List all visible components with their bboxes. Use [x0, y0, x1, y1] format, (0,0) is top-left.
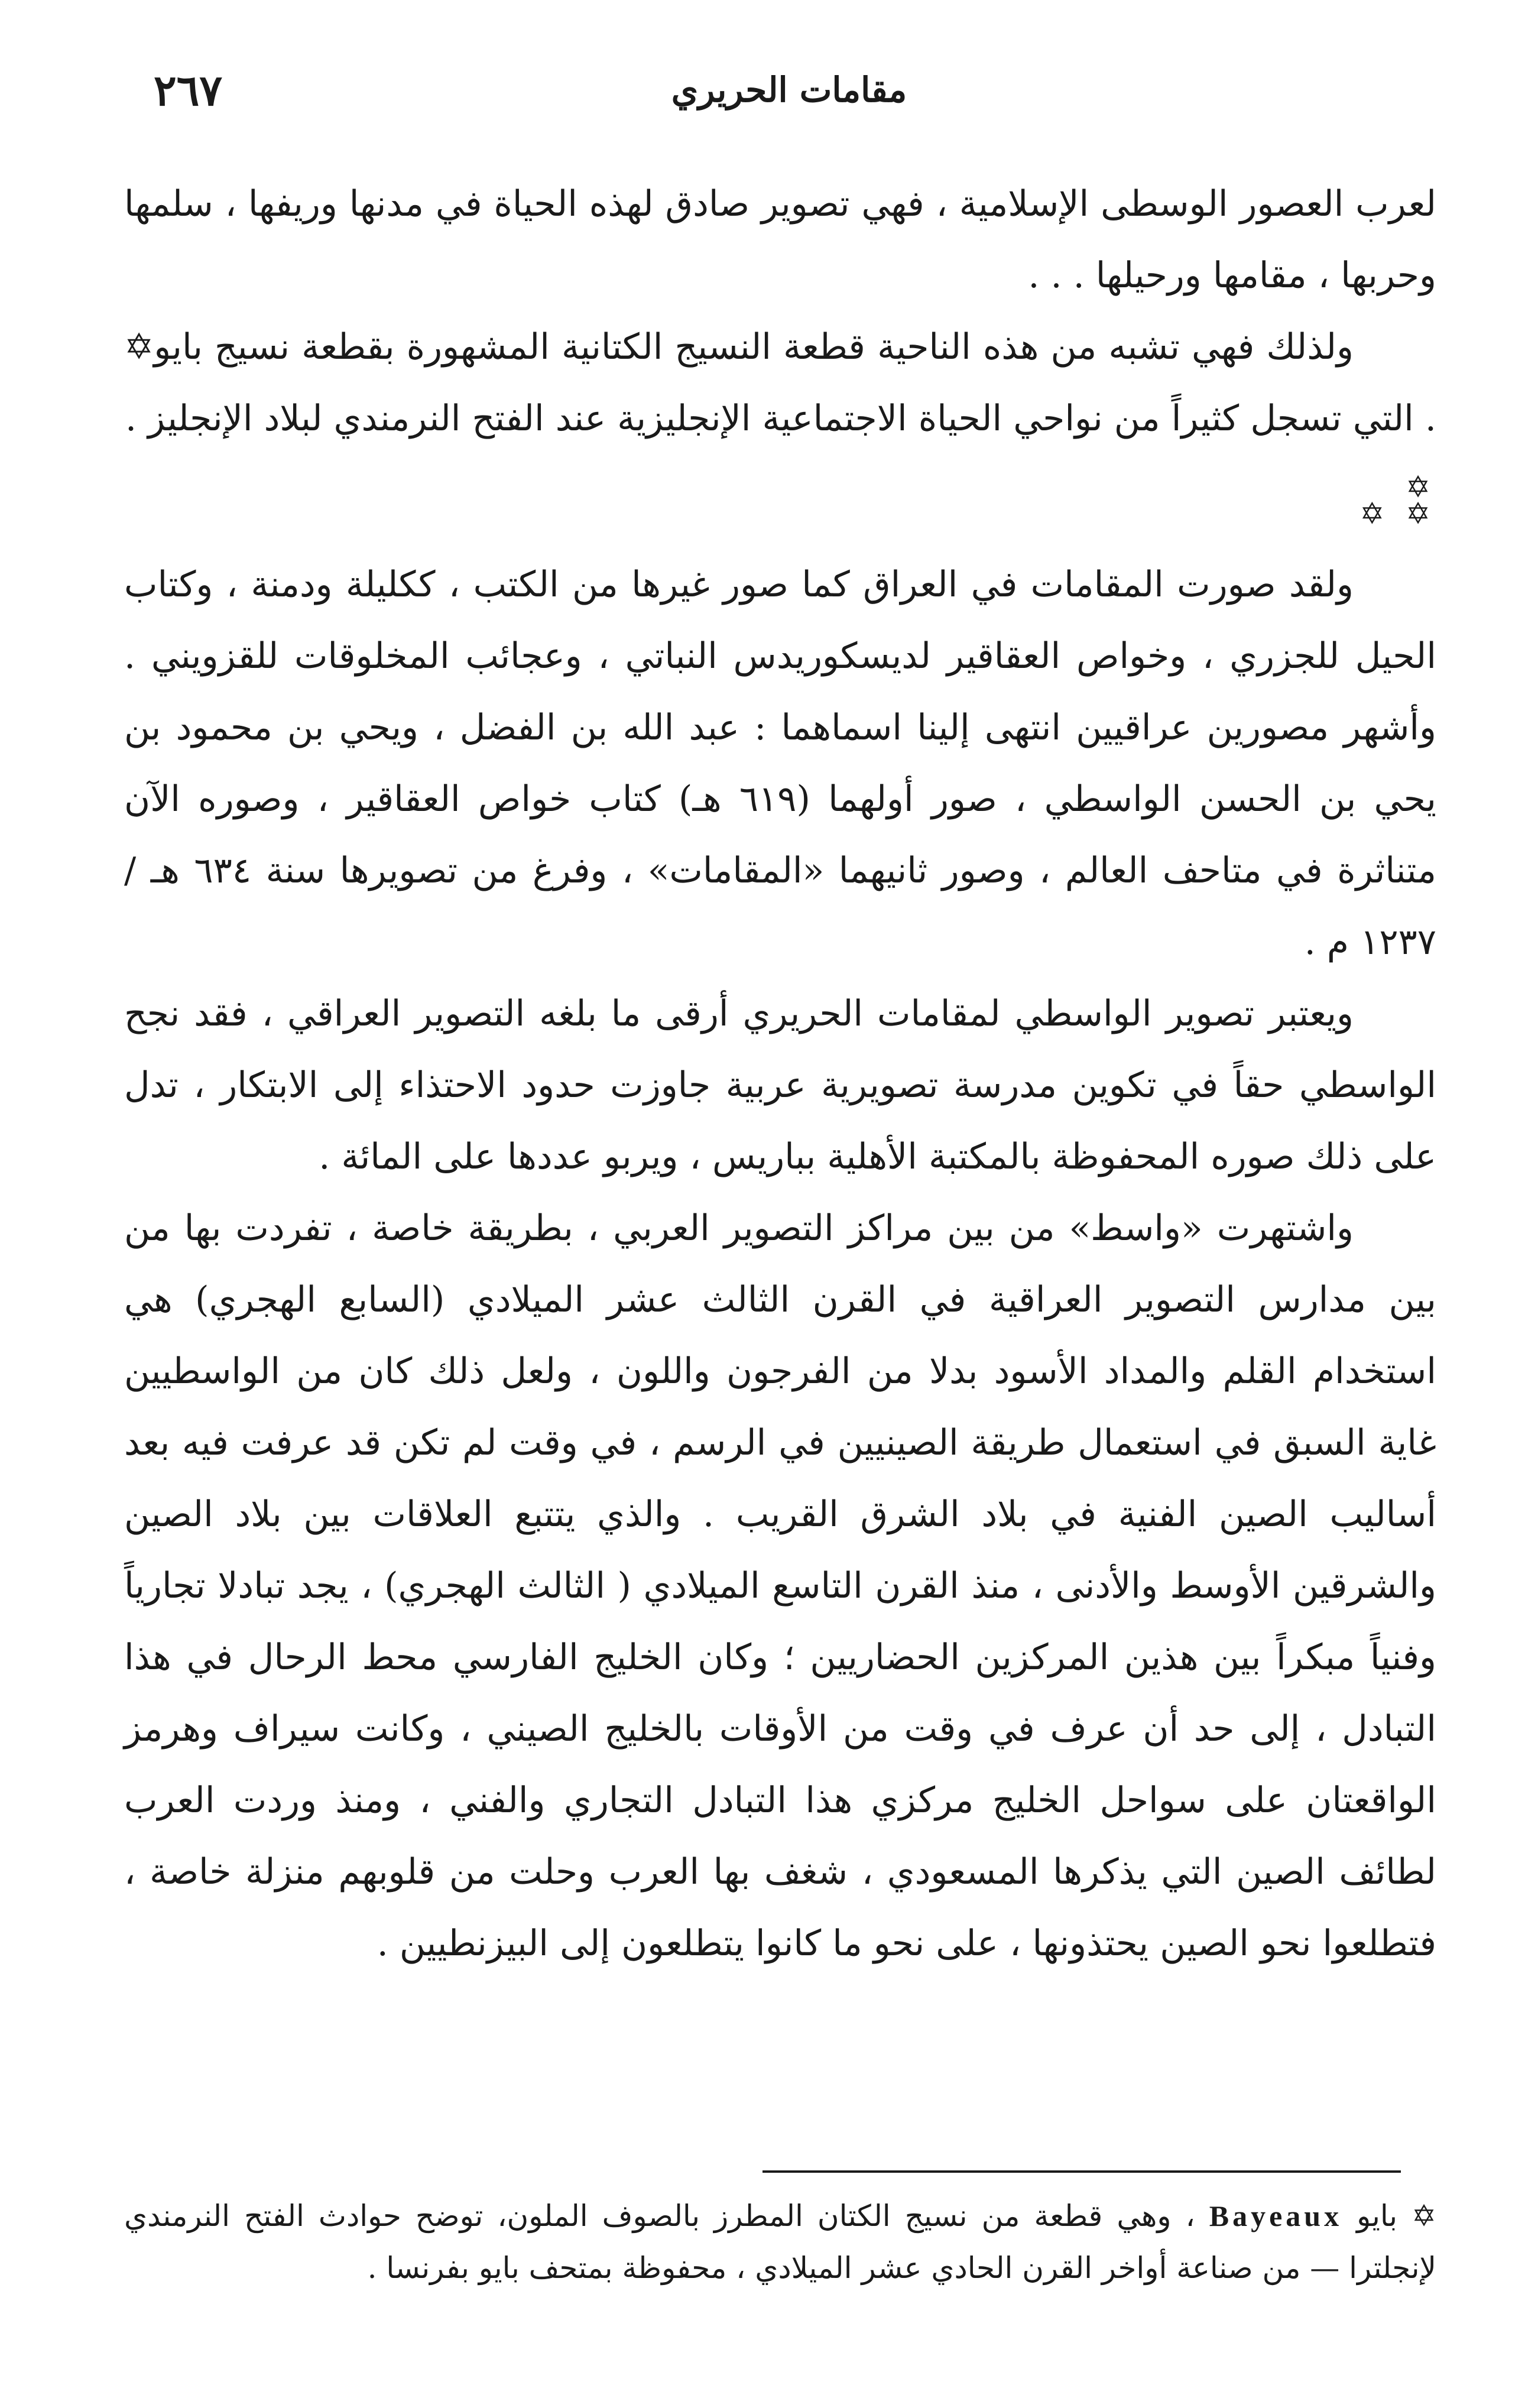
footnote-divider — [763, 2170, 1401, 2173]
footnote-latin-term: Bayeaux — [1209, 2199, 1343, 2232]
paragraph-continued: لعرب العصور الوسطى الإسلامية ، فهي تصوير صادق لهذه الحياة في مدنها وريفها ، سلمها وحربها ، مقامها ورحيلها . . . — [124, 183, 1436, 296]
section-separator — [124, 455, 1436, 549]
page-header — [154, 65, 1425, 130]
footnote-text: ، وهي قطعة من نسيج الكتان المطرز بالصوف الملون، توضح حوادث الفتح النرمندي لإنجلترا — من صناعة أواخر القرن الحادي عشر الميلادي ، محفوظة بمتحف بايو بفرنسا . — [124, 2199, 1436, 2285]
running-title: مقامات الحريري — [671, 70, 907, 110]
footnote-marker-icon: ✡ — [1412, 2199, 1436, 2233]
footnote — [124, 2190, 1436, 2294]
paragraph-wasiti: ويعتبر تصوير الواسطي لمقامات الحريري أرقى ما بلغه التصوير العراقي ، فقد نجح الواسطي حقاً في تكوين مدرسة تصويرية عربية جاوزت حدود الاحتذاء إلى الابتكار ، تدل على ذلك صوره المحفوظة بالمكتبة الأهلية بباريس ، ويربو عددها على المائة . — [124, 993, 1436, 1177]
paragraph-illustrators: ولقد صورت المقامات في العراق كما صور غيرها من الكتب ، ككليلة ودمنة ، وكتاب الحيل للجزري ، وخواص العقاقير لديسكوريدس النباتي ، وعجائب المخلوقات للقزويني . وأشهر مصورين عراقيين انتهى إلينا اسماهما : عبد الله بن الفضل ، ويحي بن محمود بن يحي بن الحسن الواسطي ، صور أولهما (٦١٩ هـ) كتاب خواص العقاقير ، وصوره الآن متناثرة في متاحف العالم ، وصور ثانيهما «المقامات» ، وفرغ من تصويرها سنة ٦٣٤ هـ / ١٢٣٧ م . — [124, 564, 1437, 963]
paragraph-wasit-school: واشتهرت «واسط» من بين مراكز التصوير العربي ، بطريقة خاصة ، تفردت بها من بين مدارس التصوير العراقية في القرن الثالث عشر الميلادي (السابع الهجري) هي استخدام القلم والمداد الأسود بدلا من الفرجون واللون ، ولعل ذلك كان من الواسطيين غاية السبق في استعمال طريقة الصينيين في الرسم ، في وقت لم تكن قد عرفت فيه بعد أساليب الصين الفنية في بلاد الشرق القريب . والذي يتتبع العلاقات بين بلاد الصين والشرقين الأوسط والأدنى ، منذ القرن التاسع الميلادي ( الثالث الهجري) ، يجد تبادلا تجارياً وفنياً مبكراً بين هذين المركزين الحضاريين ؛ وكان الخليج الفارسي محط الرحال في هذا التبادل ، إلى حد أن عرف في وقت من الأوقات بالخليج الصيني ، وكانت سيراف وهرمز الواقعتان على سواحل الخليج مركزي هذا التبادل التجاري والفني ، ومنذ وردت العرب لطائف الصين التي يذكرها المسعودي ، شغف بها العرب وحلت من قلوبهم منزلة خاصة ، فتطلعوا نحو الصين يحتذونها ، على نحو ما كانوا يتطلعون إلى البيزنطيين . — [124, 1208, 1436, 1964]
page-number: ٢٦٧ — [154, 65, 223, 115]
paragraph-bayeux-comparison: ولذلك فهي تشبه من هذه الناحية قطعة النسيج الكتانية المشهورة بقطعة نسيج بايو✡ . التي تسجل كثيراً من نواحي الحياة الاجتماعية الإنجليزية عند الفتح النرمندي لبلاد الإنجليز . — [124, 326, 1436, 439]
main-text — [124, 168, 1436, 1979]
separator-stars-icon: ✡ ✡ — [1359, 496, 1436, 531]
separator-star-icon: ✡ — [1406, 470, 1436, 504]
footnote-lead: بايو — [1357, 2199, 1398, 2233]
